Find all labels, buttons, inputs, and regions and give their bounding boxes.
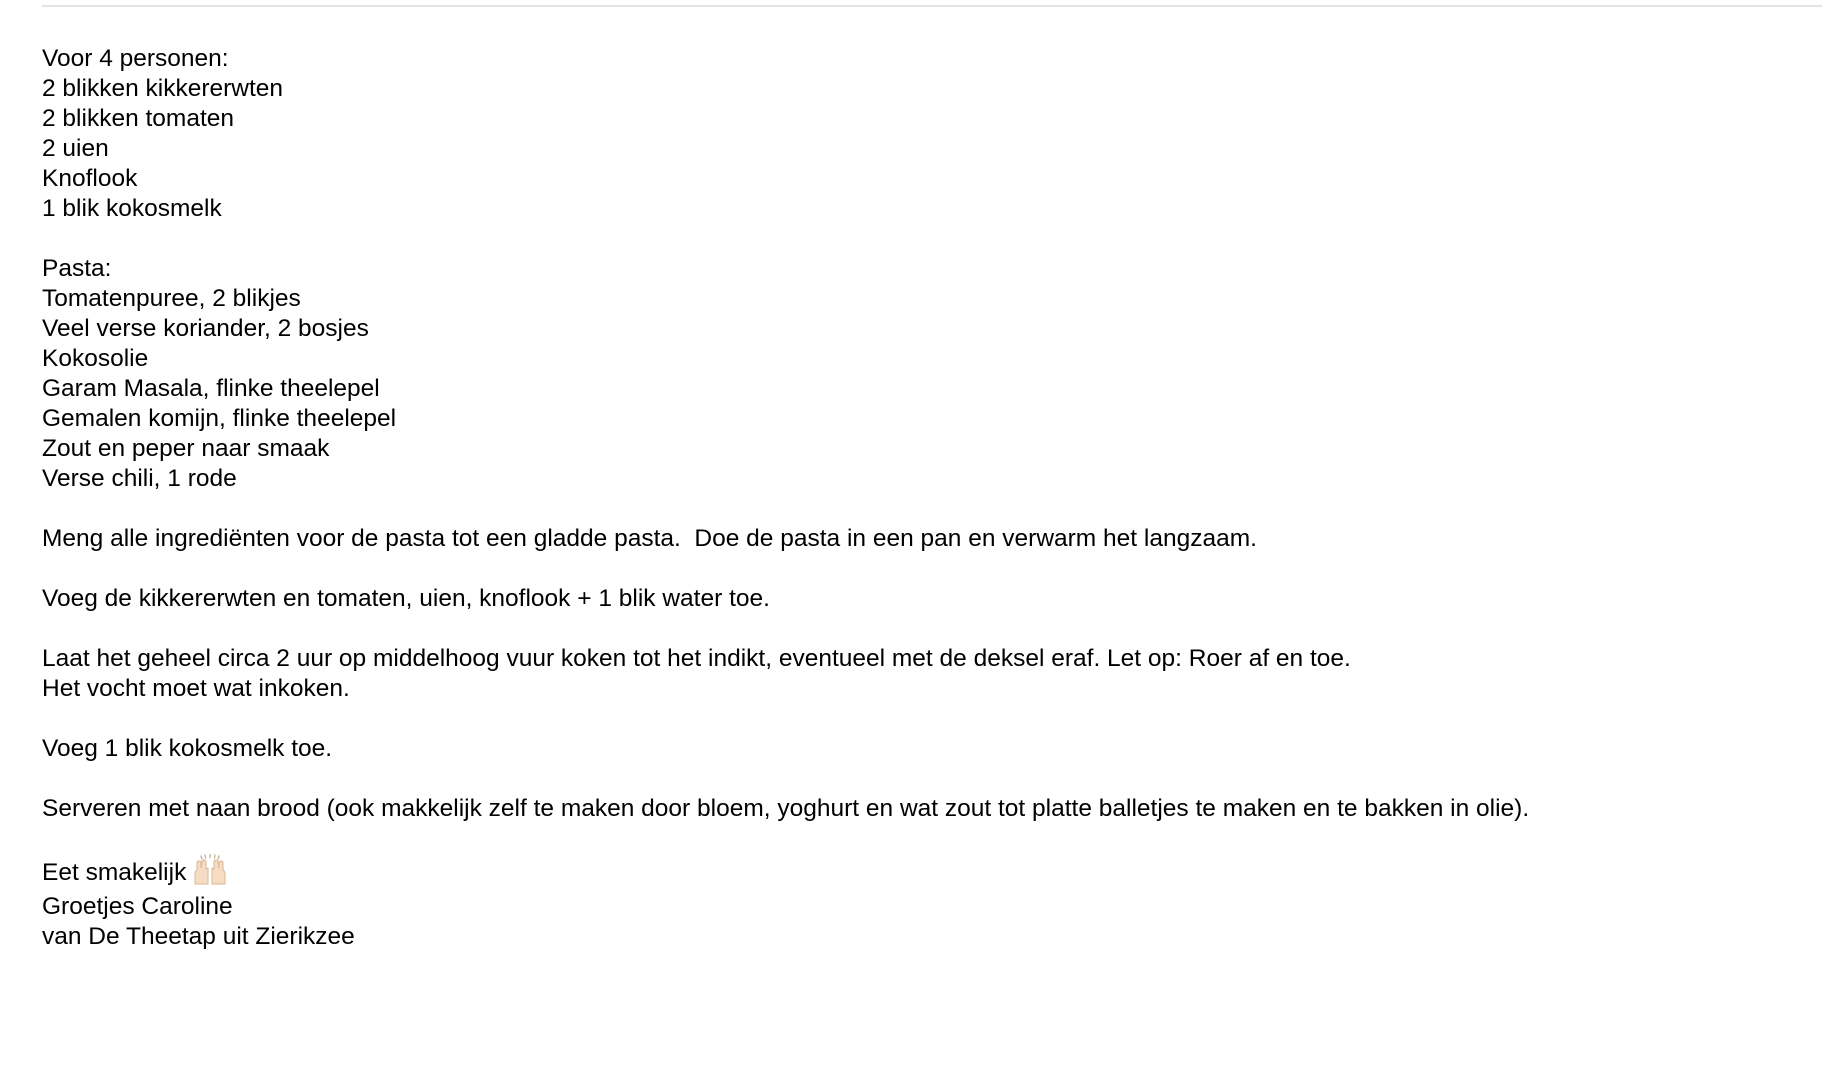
step-1: Meng alle ingrediënten voor de pasta tot een gladde pasta. Doe de pasta in een pan en verwarm het langzaam. — [42, 525, 1257, 552]
step-5: Serveren met naan brood (ook makkelijk zelf te maken door bloem, yoghurt en wat zout tot platte balletjes te maken en te bakken in olie). — [42, 795, 1530, 822]
step-3-line-1: Laat het geheel circa 2 uur op middelhoog vuur koken tot het indikt, eventueel met de deksel eraf. Let op: Roer af en toe. — [42, 645, 1351, 672]
signature-greeting: Eet smakelijk — [42, 859, 187, 886]
signature-name: Groetjes Caroline — [42, 893, 233, 920]
pasta-item: Kokosolie — [42, 345, 149, 372]
blank-line — [42, 494, 1782, 524]
step-2: Voeg de kikkererwten en tomaten, uien, knoflook + 1 blik water toe. — [42, 585, 770, 612]
pasta-item: Veel verse koriander, 2 bosjes — [42, 315, 369, 342]
pasta-item: Gemalen komijn, flinke theelepel — [42, 405, 397, 432]
blank-line — [42, 824, 1782, 854]
step-3-line-2: Het vocht moet wat inkoken. — [42, 675, 350, 702]
blank-line — [42, 614, 1782, 644]
email-body — [42, 44, 1782, 952]
ingredient-item: 2 blikken tomaten — [42, 105, 235, 132]
header-divider — [42, 5, 1822, 7]
blank-line — [42, 764, 1782, 794]
ingredients-heading: Voor 4 personen: — [42, 45, 229, 72]
signature-shop: van De Theetap uit Zierikzee — [42, 923, 355, 950]
blank-line — [42, 224, 1782, 254]
blank-line — [42, 704, 1782, 734]
ingredient-item: 1 blik kokosmelk — [42, 195, 222, 222]
pasta-item: Tomatenpuree, 2 blikjes — [42, 285, 301, 312]
pasta-item: Garam Masala, flinke theelepel — [42, 375, 380, 402]
signature-greeting-line — [42, 854, 1782, 892]
ingredient-item: 2 blikken kikkererwten — [42, 75, 284, 102]
ingredient-item: Knoflook — [42, 165, 138, 192]
ingredient-item: 2 uien — [42, 135, 109, 162]
raising-hands-icon — [192, 854, 228, 886]
pasta-item: Verse chili, 1 rode — [42, 465, 237, 492]
blank-line — [42, 554, 1782, 584]
pasta-item: Zout en peper naar smaak — [42, 435, 330, 462]
step-4: Voeg 1 blik kokosmelk toe. — [42, 735, 333, 762]
pasta-heading: Pasta: — [42, 255, 112, 282]
